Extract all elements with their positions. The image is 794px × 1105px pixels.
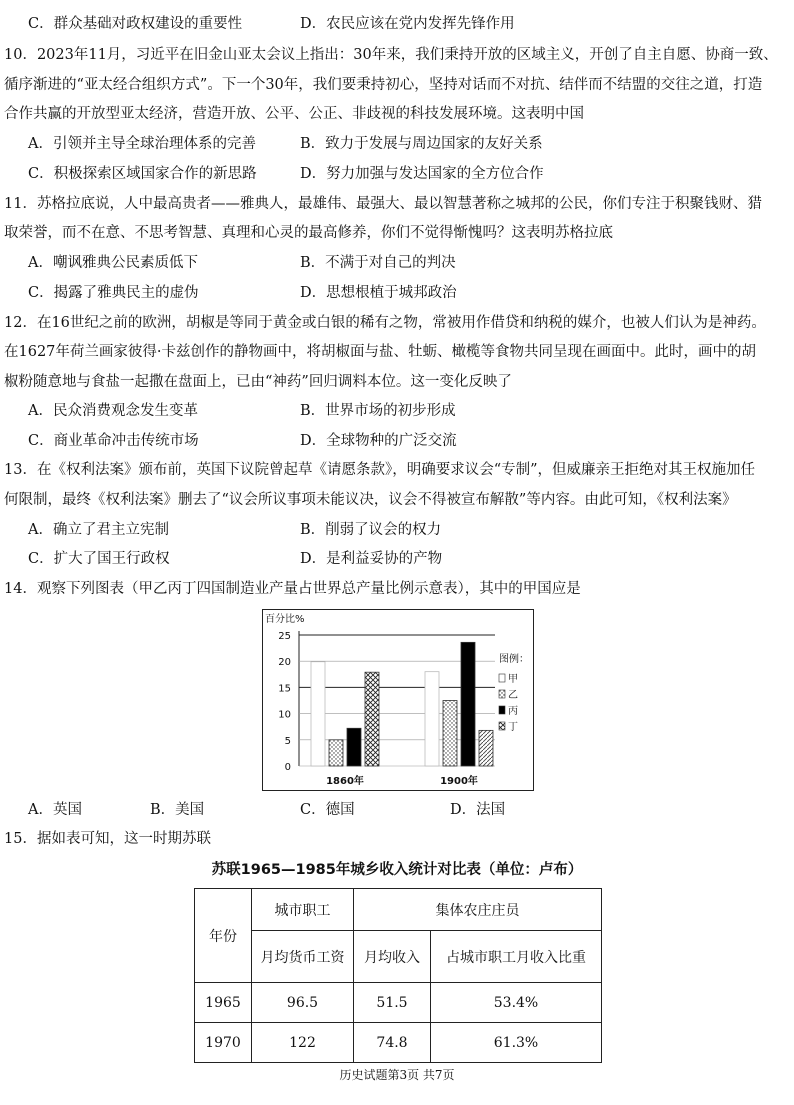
cell-wage: 96.5 <box>252 983 354 1023</box>
q10-option-a: A．引领并主导全球治理体系的完善 <box>28 136 256 152</box>
q14-option-c: C．德国 <box>300 802 355 818</box>
chart-category-label: 1900年 <box>440 776 478 787</box>
q9-option-d: D．农民应该在党内发挥先锋作用 <box>300 16 515 32</box>
q10-stem-line-1: 10．2023年11月，习近平在旧金山亚太会议上指出：30年来，我们秉持开放的区域主义，开创了自主自愿、协商一致、 <box>4 47 778 63</box>
header-collective-farmers: 集体农庄庄员 <box>354 889 602 931</box>
q15-stem: 15．据如表可知，这一时期苏联 <box>4 831 211 847</box>
q11-stem-line-1: 11．苏格拉底说，人中最高贵者——雅典人，最雄伟、最强大、最以智慧著称之城邦的公民，你们专注于积聚钱财、猎 <box>4 196 762 212</box>
chart-ytick-label: 20 <box>278 657 291 669</box>
q14-option-a: A．英国 <box>28 802 82 818</box>
q12-option-b: B．世界市场的初步形成 <box>300 403 456 419</box>
chart-category-label: 1860年 <box>326 776 364 787</box>
header-urban-workers: 城市职工 <box>252 889 354 931</box>
cell-income: 51.5 <box>354 983 431 1023</box>
chart-legend-swatch-丙 <box>499 706 505 714</box>
q13-stem-line-1: 13．在《权利法案》颁布前，英国下议院曾起草《请愿条款》，明确要求议会“专制”，但威廉亲王拒绝对其王权施加任 <box>4 462 756 478</box>
q12-stem-line-2: 在1627年荷兰画家彼得·卡兹创作的静物画中，将胡椒面与盐、牡蛎、橄榄等食物共同呈现在画面中。此时，画中的胡 <box>4 344 757 360</box>
cell-ratio: 61.3% <box>431 1023 602 1063</box>
chart-ylabel: 百分比% <box>265 614 305 625</box>
chart-legend-swatch-甲 <box>499 674 505 682</box>
table-row <box>195 1023 602 1063</box>
q11-option-c: C．揭露了雅典民主的虚伪 <box>28 285 199 301</box>
chart-bar-乙-1860年 <box>329 740 343 766</box>
chart-ytick-label: 5 <box>284 735 291 747</box>
q13-stem-line-2: 何限制，最终《权利法案》删去了“议会所议事项未能议决，议会不得被宣布解散”等内容。由此可知，《权利法案》 <box>4 492 737 508</box>
chart-bar-丁-1900年 <box>479 730 493 766</box>
q10-option-b: B．致力于发展与周边国家的友好关系 <box>300 136 543 152</box>
header-ratio: 占城市职工月收入比重 <box>431 931 602 983</box>
chart-bar-甲-1900年 <box>425 672 439 766</box>
cell-year: 1965 <box>195 983 252 1023</box>
cell-year: 1970 <box>195 1023 252 1063</box>
chart-bar-甲-1860年 <box>311 662 325 766</box>
q12-stem-line-3: 椒粉随意地与食盐一起撒在盘面上，已由“神药”回归调料本位。这一变化反映了 <box>4 374 512 390</box>
table-title: 苏联1965—1985年城乡收入统计对比表（单位：卢布） <box>211 862 583 878</box>
q13-option-a: A．确立了君主立宪制 <box>28 522 169 538</box>
chart-legend-label-丙: 丙 <box>508 706 518 717</box>
header-year: 年份 <box>195 889 252 983</box>
income-comparison-table <box>194 888 602 1063</box>
q12-stem-line-1: 12．在16世纪之前的欧洲，胡椒是等同于黄金或白银的稀有之物，常被用作借贷和纳税的媒介，也被人们认为是神药。 <box>4 315 766 331</box>
chart-legend-label-乙: 乙 <box>508 690 518 701</box>
header-monthly-income: 月均收入 <box>354 931 431 983</box>
chart-legend-label-丁: 丁 <box>508 722 518 733</box>
cell-income: 74.8 <box>354 1023 431 1063</box>
q14-stem: 14．观察下列图表（甲乙丙丁四国制造业产量占世界总产量比例示意表），其中的甲国应是 <box>4 581 581 597</box>
chart-ytick-label: 10 <box>278 709 291 721</box>
chart-bar-乙-1900年 <box>443 701 457 767</box>
q10-option-d: D．努力加强与发达国家的全方位合作 <box>300 166 544 182</box>
header-urban-wage: 月均货币工资 <box>252 931 354 983</box>
q10-option-c: C．积极探索区域国家合作的新思路 <box>28 166 257 182</box>
q11-option-b: B．不满于对自己的判决 <box>300 255 456 271</box>
chart-ytick-label: 15 <box>278 683 291 695</box>
cell-wage: 122 <box>252 1023 354 1063</box>
chart-ytick-label: 0 <box>284 762 291 773</box>
manufacturing-share-chart <box>262 609 534 791</box>
chart-legend-label-甲: 甲 <box>508 674 518 685</box>
table-row <box>195 983 602 1023</box>
q11-option-d: D．思想根植于城邦政治 <box>300 285 457 301</box>
q12-option-d: D．全球物种的广泛交流 <box>300 433 457 449</box>
page-footer: 历史试题第3页 共7页 <box>339 1068 455 1082</box>
q10-stem-line-2: 循序渐进的“亚太经合组织方式”。下一个30年，我们要秉持初心，坚持对话而不对抗、结伴而不结盟的交往之道，打造 <box>4 77 763 93</box>
q11-stem-line-2: 取荣誉，而不在意、不思考智慧、真理和心灵的最高修养，你们不觉得惭愧吗？这表明苏格拉底 <box>4 225 613 241</box>
chart-svg <box>263 610 533 790</box>
q12-option-c: C．商业革命冲击传统市场 <box>28 433 199 449</box>
chart-legend-swatch-乙 <box>499 690 505 698</box>
q14-option-d: D．法国 <box>450 802 506 818</box>
chart-legend-swatch-丁 <box>499 722 505 730</box>
q13-option-b: B．削弱了议会的权力 <box>300 522 442 538</box>
chart-legend-title: 图例： <box>499 654 529 665</box>
chart-ytick-label: 25 <box>278 631 291 642</box>
q13-option-d: D．是利益妥协的产物 <box>300 551 443 567</box>
q10-stem-line-3: 合作共赢的开放型亚太经济，营造开放、公平、公正、非歧视的科技发展环境。这表明中国 <box>4 106 584 122</box>
q11-option-a: A．嘲讽雅典公民素质低下 <box>28 255 198 271</box>
chart-bar-丁-1860年 <box>365 672 379 766</box>
q13-option-c: C．扩大了国王行政权 <box>28 551 170 567</box>
q14-option-b: B．美国 <box>150 802 205 818</box>
q9-option-c: C．群众基础对政权建设的重要性 <box>28 16 243 32</box>
q12-option-a: A．民众消费观念发生变革 <box>28 403 198 419</box>
cell-ratio: 53.4% <box>431 983 602 1023</box>
chart-bar-丙-1900年 <box>461 642 475 766</box>
chart-bar-丙-1860年 <box>347 728 361 766</box>
